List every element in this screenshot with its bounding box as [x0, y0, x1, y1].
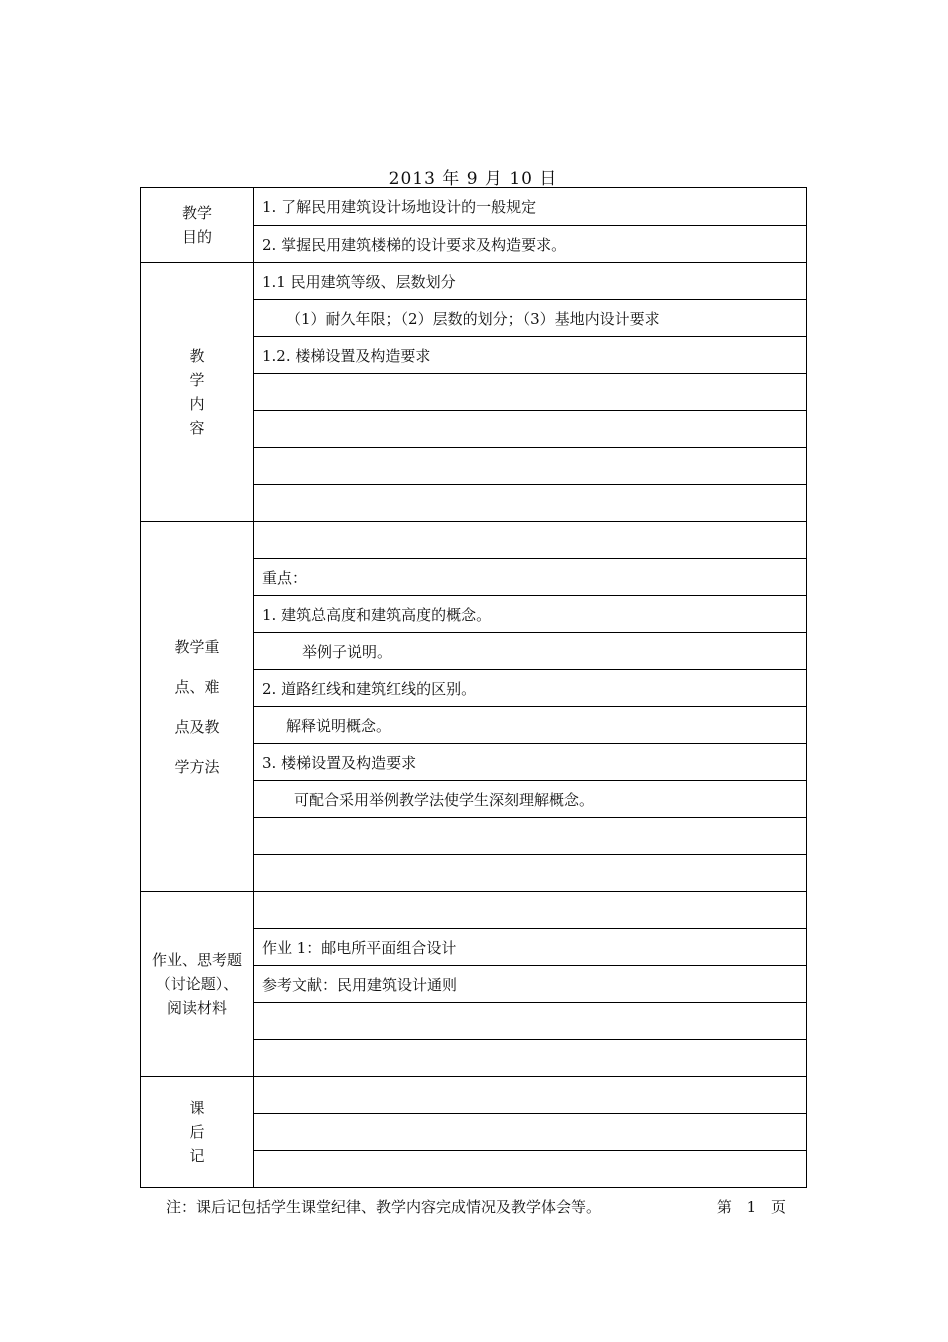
content-label	[141, 263, 254, 522]
label-line: （讨论题）、	[155, 975, 239, 993]
label-line: 作业、思考题	[151, 951, 242, 969]
table-row	[141, 522, 807, 559]
homework-item	[254, 1040, 807, 1077]
label-line: 目的	[181, 228, 212, 246]
table-row	[141, 263, 807, 300]
page-number: 第 1 页	[716, 1198, 786, 1216]
afterclass-item	[254, 1077, 807, 1114]
label-line: 教学	[181, 204, 212, 222]
label-line: 内	[189, 395, 205, 413]
lesson-plan-table	[140, 187, 807, 1188]
objectives-label	[141, 188, 254, 263]
table-row	[141, 188, 807, 226]
keypoint-item: 1. 建筑总高度和建筑高度的概念。	[254, 596, 807, 633]
content-item: （1）耐久年限；（2）层数的划分；（3）基地内设计要求	[254, 300, 807, 337]
label-line: 点、难	[174, 677, 220, 696]
label-line: 容	[189, 419, 205, 437]
keypoint-item	[254, 522, 807, 559]
lesson-date: 2013 年 9 月 10 日	[388, 169, 558, 189]
keypoint-item: 3. 楼梯设置及构造要求	[254, 744, 807, 781]
label-line: 学	[189, 371, 205, 389]
content-item: 1.1 民用建筑等级、层数划分	[254, 263, 807, 300]
content-item	[254, 374, 807, 411]
keypoint-item: 解释说明概念。	[254, 707, 807, 744]
label-line: 阅读材料	[166, 999, 227, 1017]
content-item	[254, 485, 807, 522]
keypoint-item: 2. 道路红线和建筑红线的区别。	[254, 670, 807, 707]
label-line: 教	[189, 347, 205, 365]
keypoint-item	[254, 855, 807, 892]
label-line: 点及教	[174, 717, 220, 736]
homework-item	[254, 892, 807, 929]
objective-item: 2. 掌握民用建筑楼梯的设计要求及构造要求。	[254, 226, 807, 263]
keypoint-item: 重点：	[254, 559, 807, 596]
footer-note: 注：课后记包括学生课堂纪律、教学内容完成情况及教学体会等。	[166, 1198, 602, 1216]
keypoint-item: 举例子说明。	[254, 633, 807, 670]
afterclass-item	[254, 1151, 807, 1188]
homework-label	[141, 892, 254, 1077]
table-row	[141, 892, 807, 929]
keypoint-item	[254, 818, 807, 855]
homework-item	[254, 1003, 807, 1040]
label-line: 后	[189, 1123, 205, 1141]
afterclass-item	[254, 1114, 807, 1151]
table-row	[141, 1077, 807, 1114]
label-line: 学方法	[174, 757, 220, 776]
homework-item: 作业 1：邮电所平面组合设计	[254, 929, 807, 966]
label-line: 记	[189, 1147, 205, 1165]
content-item	[254, 411, 807, 448]
content-item	[254, 448, 807, 485]
keypoint-item: 可配合采用举例教学法使学生深刻理解概念。	[254, 781, 807, 818]
content-item: 1.2. 楼梯设置及构造要求	[254, 337, 807, 374]
homework-item: 参考文献：民用建筑设计通则	[254, 966, 807, 1003]
page-footer	[166, 1196, 786, 1217]
label-line: 课	[189, 1099, 205, 1117]
label-line: 教学重	[174, 637, 220, 656]
objective-item: 1. 了解民用建筑设计场地设计的一般规定	[254, 188, 807, 226]
afterclass-label	[141, 1077, 254, 1188]
keypoints-label	[141, 522, 254, 892]
